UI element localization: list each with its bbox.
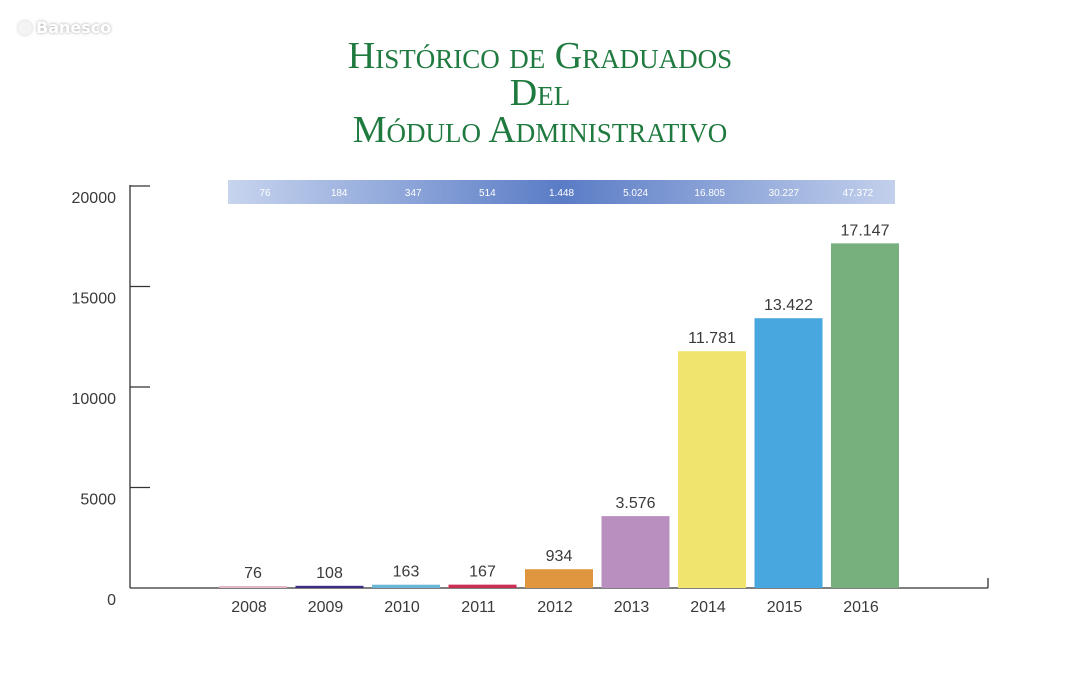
value-label-2015: 13.422 [764,297,813,315]
bar-2014 [678,351,746,588]
banesco-logo-text: Banesco [36,18,112,37]
value-label-2008: 76 [244,565,262,582]
bar-2016 [831,243,899,588]
y-tick-label-15000: 15000 [71,290,116,308]
bar-2009 [296,586,364,588]
cumulative-label-2015: 30.227 [768,188,800,199]
chart-title-line-2: Del [509,72,571,114]
cumulative-label-2011: 514 [479,188,496,199]
value-label-2016: 17.147 [840,222,890,240]
cumulative-label-2012: 1.448 [548,188,575,199]
cumulative-label-2008: 76 [259,188,271,199]
cumulative-label-2016: 47.372 [842,188,874,199]
value-label-2012: 934 [545,548,573,566]
bar-2013 [602,516,670,588]
cumulative-label-2010: 347 [404,188,422,199]
value-label-2011: 167 [469,563,496,581]
cumulative-label-2009: 184 [330,188,348,199]
y-tick-label-10000: 10000 [71,391,116,408]
bar-2011 [449,585,517,588]
chart-title-line-1: Histórico de Graduados [347,35,733,77]
bar-2010 [372,585,440,588]
value-label-2013: 3.576 [615,495,656,513]
value-label-2009: 108 [316,564,343,582]
y-tick-label-20000: 20000 [71,190,116,207]
value-label-2010: 163 [392,563,420,581]
bar-2015 [755,318,823,588]
x-tick-label-2012: 2012 [537,599,573,616]
x-tick-label-2015: 2015 [766,599,803,616]
y-tick-label-5000: 5000 [80,491,116,509]
x-tick-label-2009: 2009 [307,599,344,616]
x-tick-label-2008: 2008 [231,599,267,616]
bar-2008 [219,586,287,588]
x-tick-label-2013: 2013 [613,599,650,616]
chart-title-line-3: Módulo Administrativo [352,109,728,151]
value-label-2014: 11.781 [688,330,736,348]
x-tick-label-2011: 2011 [461,599,496,616]
y-tick-label-0: 0 [107,592,116,609]
x-tick-label-2010: 2010 [384,599,420,616]
bar-2012 [525,569,593,588]
x-tick-label-2014: 2014 [690,599,726,616]
cumulative-label-2014: 16.805 [694,188,726,199]
cumulative-label-2013: 5.024 [623,188,649,199]
x-tick-label-2016: 2016 [843,599,879,616]
